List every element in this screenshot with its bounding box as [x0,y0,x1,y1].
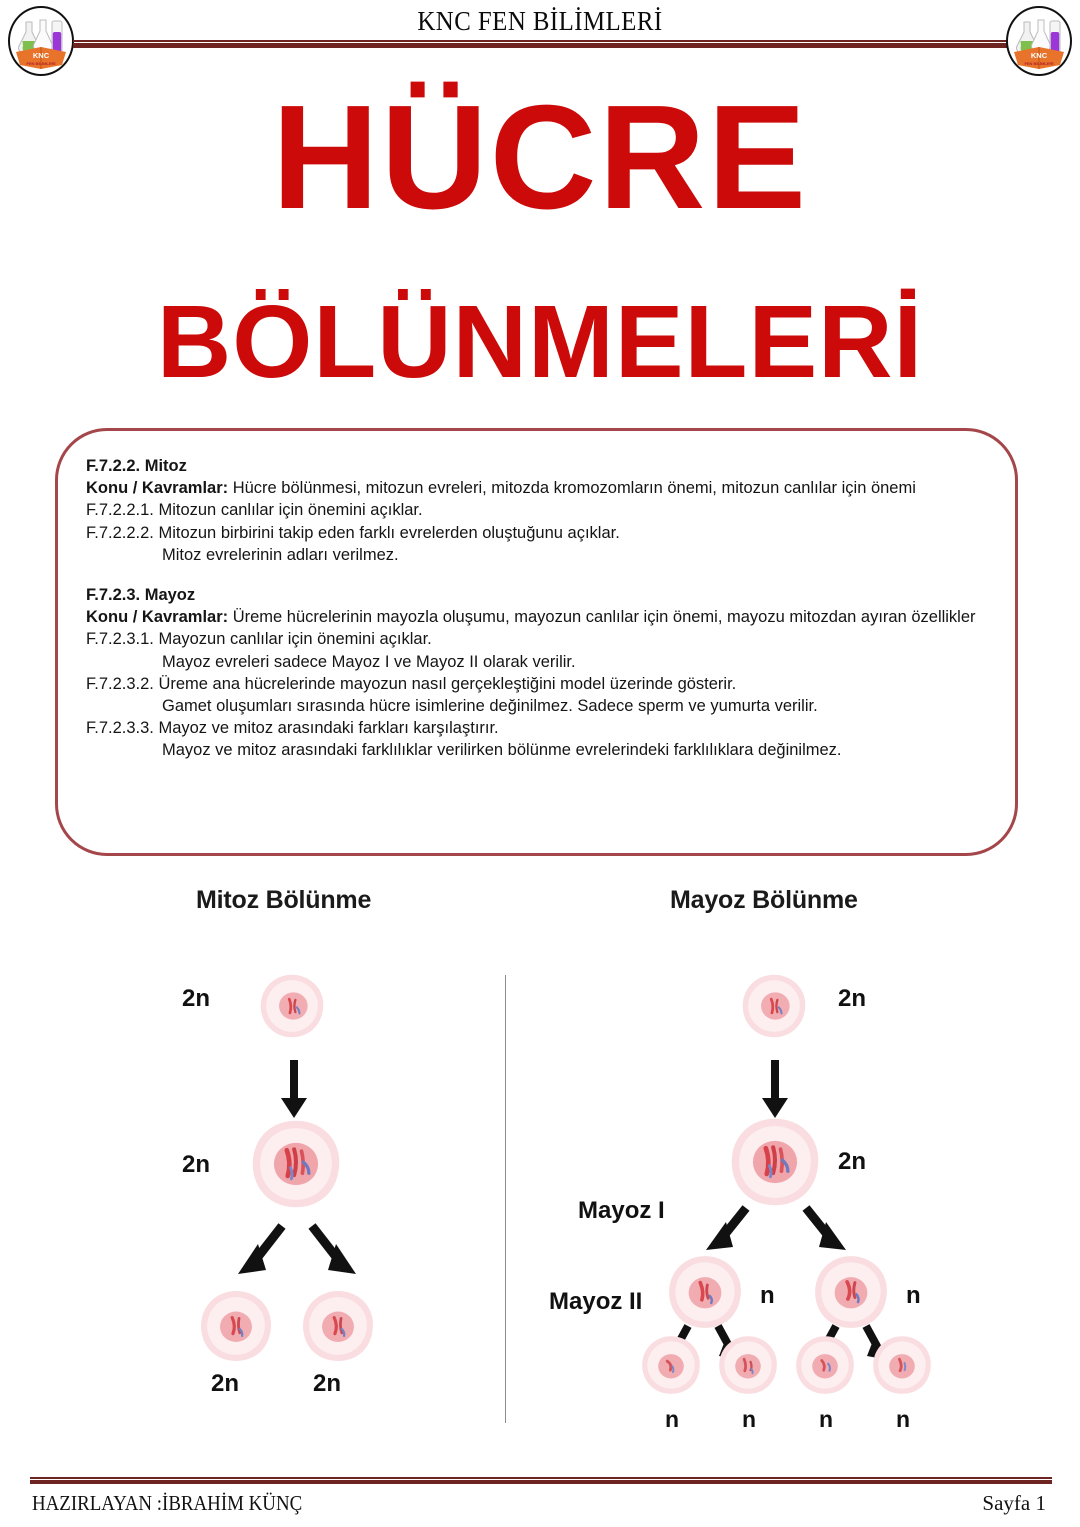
mitosis-dividing-cell [250,1118,342,1210]
meiosis-label-n-1: n [665,1406,680,1432]
mayoz-note-3: Mayoz ve mitoz arasındaki farklılıklar verilirken bölünme evrelerindeki farklılıklara değinilmez. [162,741,842,760]
mitoz-konu-line [86,477,986,499]
svg-text:FEN BİLİMLERİ: FEN BİLİMLERİ [1024,61,1054,66]
meiosis-gamete-4 [870,1333,934,1397]
meiosis-1-arrow-left [700,1202,752,1260]
meiosis-label-n-right: n [906,1282,921,1309]
mayoz-note-1: Mayoz evreleri sadece Mayoz I ve Mayoz II olarak verilir. [162,652,576,671]
mitosis-daughter-cell-right [300,1288,376,1364]
knc-logo-icon [1008,8,1070,74]
cell-icon [793,1333,857,1397]
meiosis-secondary-cell-left [666,1253,744,1331]
page-title [0,75,1080,399]
meiosis-secondary-cell-right [812,1253,890,1331]
meiosis-1-arrow-right [800,1202,852,1260]
svg-text:KNC: KNC [1030,51,1048,60]
cell-icon [666,1253,744,1331]
footer-rule [30,1477,1052,1486]
mitosis-daughter-cell-left [198,1288,274,1364]
cell-icon [250,1118,342,1210]
mayoz-item-3: F.7.2.3.3. Mayoz ve mitoz arasındaki farkları karşılaştırır. [86,719,499,738]
logo-right [1006,6,1072,76]
logo-sub-text: FEN BİLİMLERİ [26,61,56,66]
meiosis-label-n-3: n [819,1406,834,1432]
mitosis-arrow-down [279,1060,309,1118]
mitoz-konu-label: Konu / Kavramlar: [86,479,229,498]
cell-icon [812,1253,890,1331]
mitoz-code-heading: F.7.2.2. Mitoz [86,457,187,475]
page-header [0,0,1080,78]
mitoz-konu-text: Hücre bölünmesi, mitozun evreleri, mitozda kromozomların önemi, mitozun canlılar için önemi [228,479,916,498]
meiosis-phase-1-label: Mayoz I [578,1197,665,1224]
mayoz-konu-label: Konu / Kavramlar: [86,608,229,627]
cell-icon [740,972,808,1040]
meiosis-gamete-3 [793,1333,857,1397]
mitosis-arrow-left [234,1222,288,1284]
meiosis-label-n-left: n [760,1282,775,1309]
mitosis-label-2n-bottom-left: 2n [211,1370,240,1397]
meiosis-heading: Mayoz Bölünme [670,886,858,914]
page-footer [0,1461,1080,1527]
mayoz-code-heading: F.7.2.3. Mayoz [86,585,196,604]
diagram-divider [505,975,506,1423]
cell-icon [198,1288,274,1364]
title-line-2: BÖLÜNMELERİ [156,284,924,399]
mayoz-konu-text: Üreme hücrelerinin mayozla oluşumu, mayozun canlılar için önemi, mayozu mitozdan ayıran özellikler [228,608,976,627]
meiosis-gamete-2 [716,1333,780,1397]
mitosis-label-2n-bottom-right: 2n [313,1370,342,1397]
cell-icon [716,1333,780,1397]
logo-knc-text: KNC [32,51,50,60]
header-title: KNC FEN BİLİMLERİ [417,6,663,36]
meiosis-gamete-1 [639,1333,703,1397]
cell-division-diagram [0,870,1080,1460]
mitosis-label-2n-middle: 2n [182,1151,211,1178]
mitosis-heading: Mitoz Bölünme [196,886,372,914]
mitosis-parent-cell [258,972,326,1040]
mitoz-item-1: F.7.2.2.1. Mitozun canlılar için önemini açıklar. [86,501,423,520]
meiosis-label-2n-top: 2n [838,985,867,1012]
cell-icon [870,1333,934,1397]
mayoz-item-2: F.7.2.3.2. Üreme ana hücrelerinde mayozun nasıl gerçekleştiğini model üzerinde gösterir. [86,674,737,693]
mitoz-note-1: Mitoz evrelerinin adları verilmez. [162,545,399,564]
header-rule [73,40,1007,50]
cell-icon [729,1116,821,1208]
footer-author: HAZIRLAYAN :İBRAHİM KÜNÇ [32,1491,303,1515]
mitosis-arrow-right [306,1222,360,1284]
meiosis-arrow-down [760,1060,790,1118]
meiosis-label-2n-middle: 2n [838,1148,867,1175]
mayoz-item-1: F.7.2.3.1. Mayozun canlılar için önemini açıklar. [86,630,432,649]
mayoz-konu-line [86,606,986,628]
title-line-1: HÜCRE [271,75,809,240]
footer-page-number: Sayfa 1 [982,1491,1046,1515]
meiosis-parent-cell [740,972,808,1040]
mitosis-label-2n-top: 2n [182,985,211,1012]
learning-outcomes-box [55,428,1018,856]
meiosis-label-n-2: n [742,1406,757,1432]
mitoz-item-2: F.7.2.2.2. Mitozun birbirini takip eden farklı evrelerden oluştuğunu açıklar. [86,523,620,542]
meiosis-label-n-4: n [896,1406,911,1432]
cell-icon [258,972,326,1040]
meiosis-dividing-cell [729,1116,821,1208]
meiosis-phase-2-label: Mayoz II [549,1288,643,1315]
cell-icon [639,1333,703,1397]
cell-icon [300,1288,376,1364]
mayoz-note-2: Gamet oluşumları sırasında hücre isimlerine değinilmez. Sadece sperm ve yumurta verilir. [162,696,818,715]
